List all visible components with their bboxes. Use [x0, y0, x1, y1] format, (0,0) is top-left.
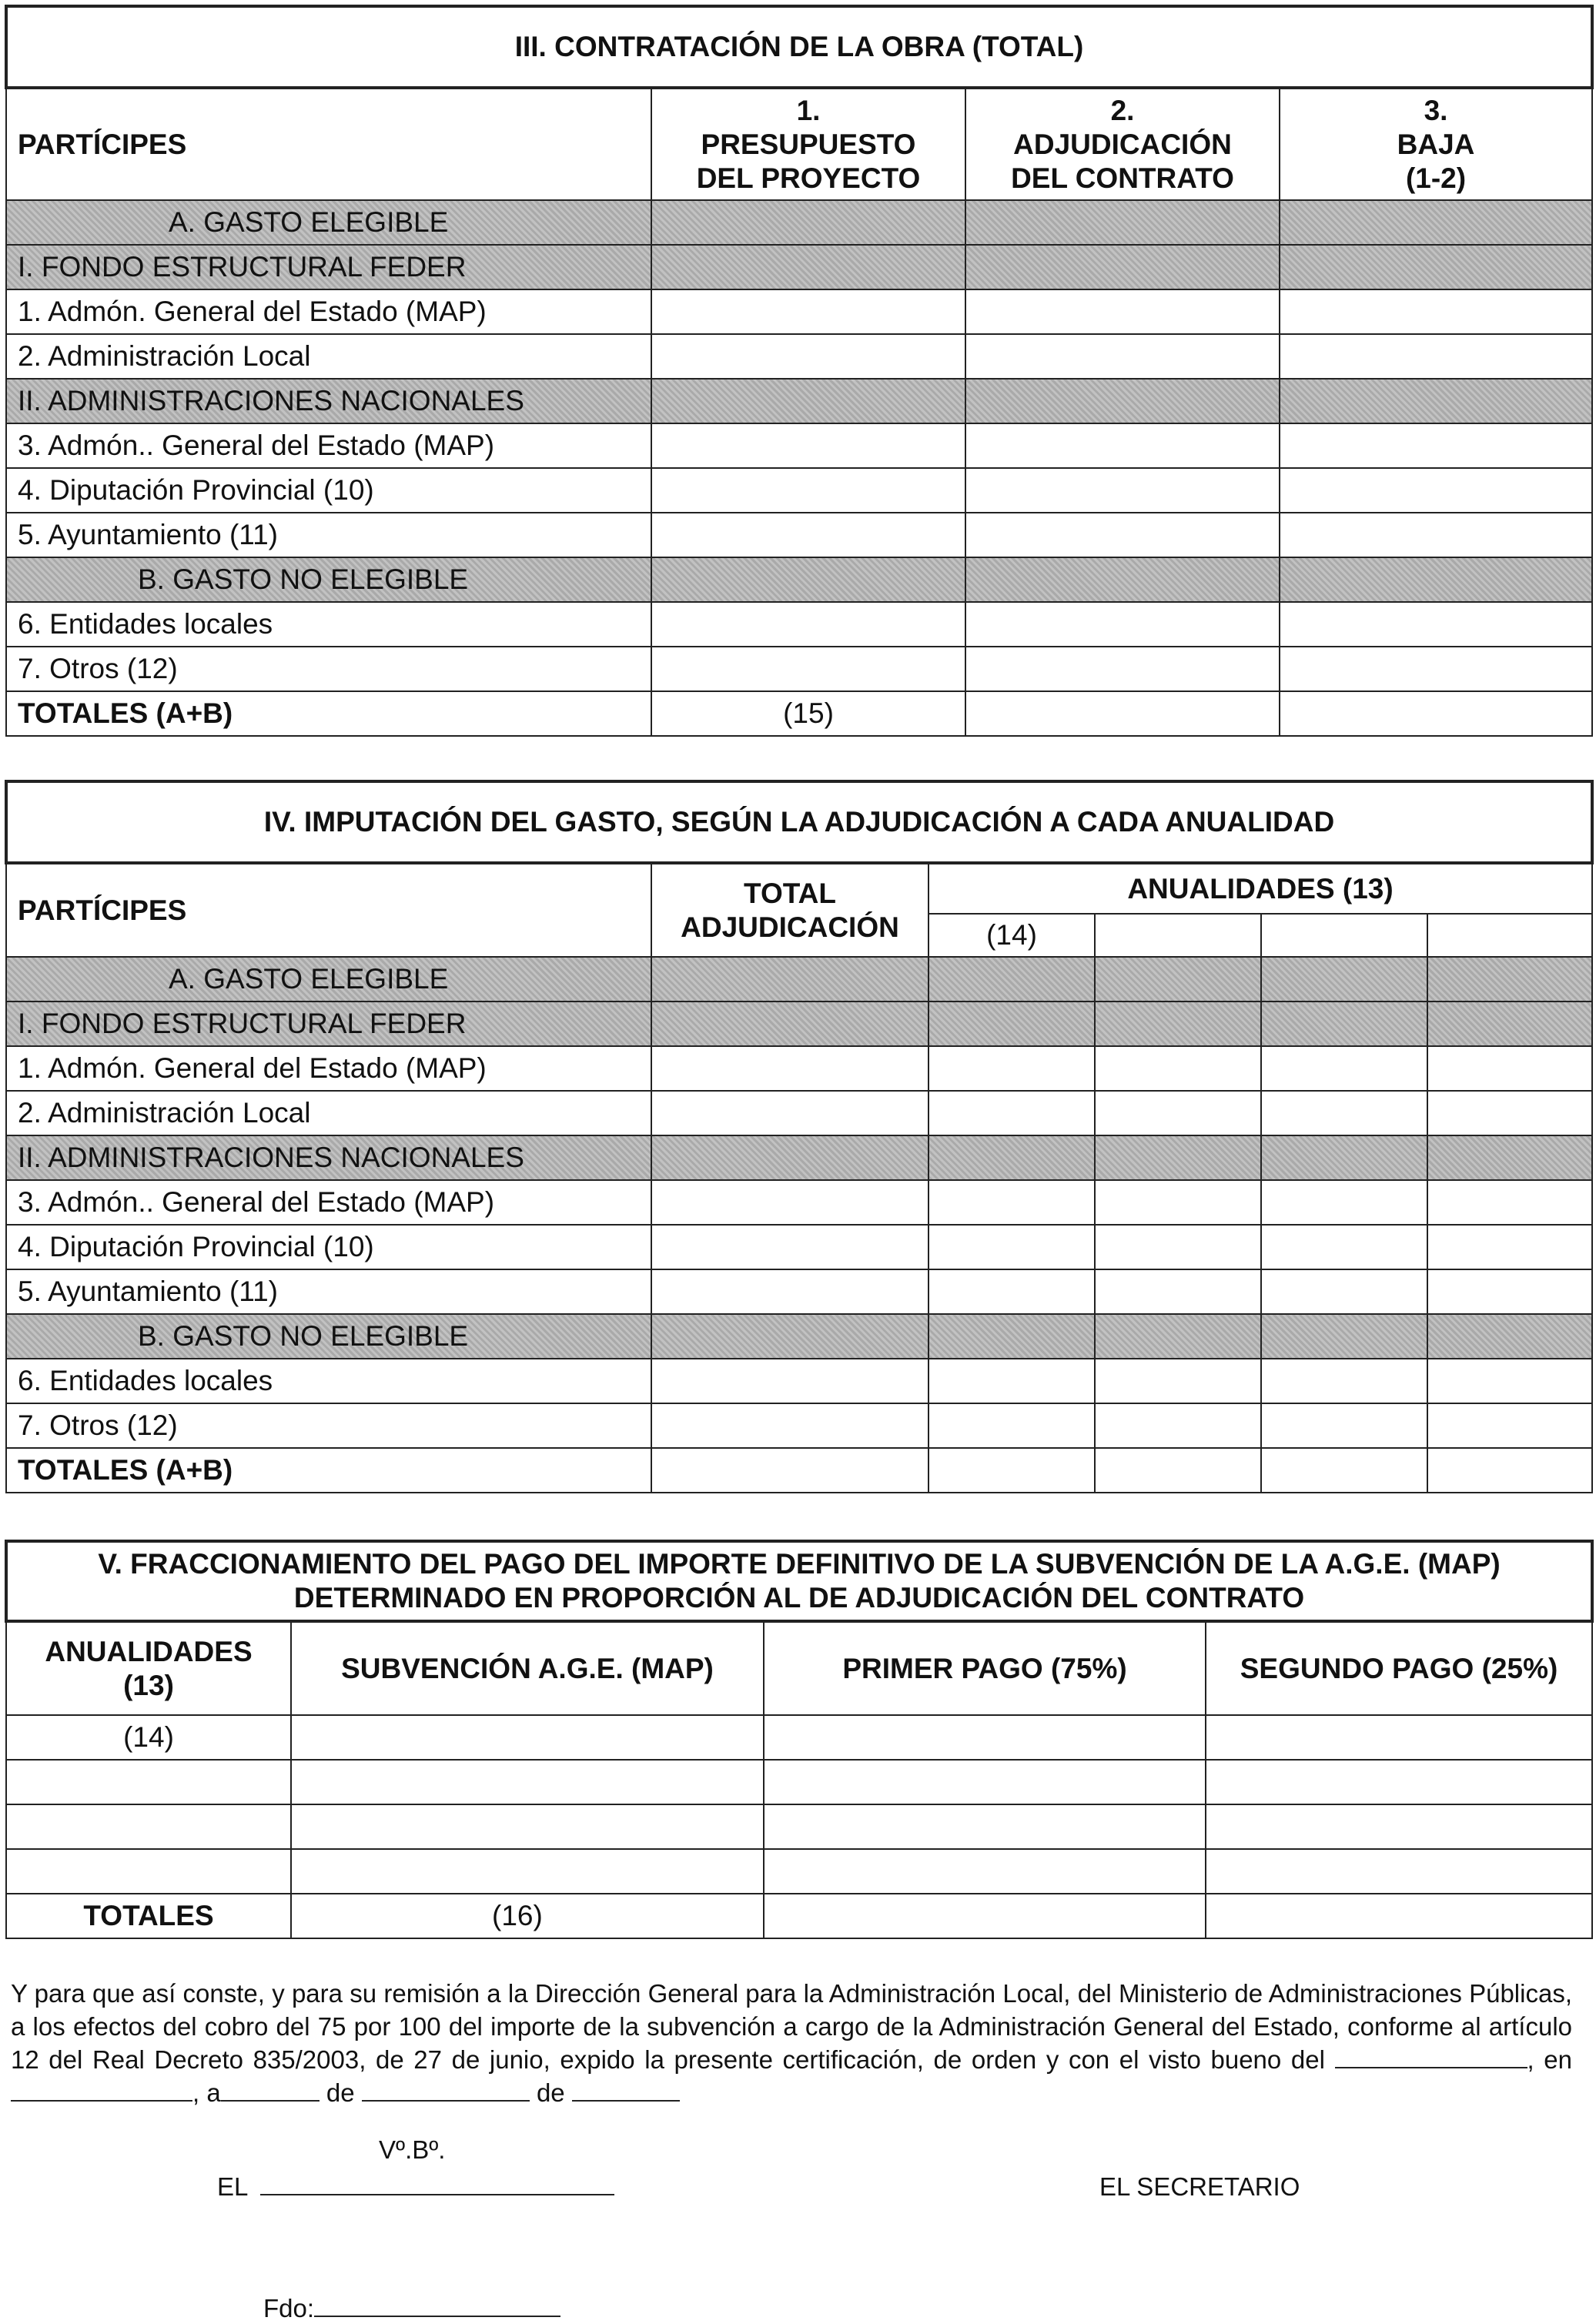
input-cell[interactable]	[928, 1180, 1095, 1225]
administraciones-nacionales-row: II. ADMINISTRACIONES NACIONALES	[6, 1135, 651, 1180]
input-cell[interactable]	[291, 1849, 764, 1894]
input-cell[interactable]	[1095, 1359, 1261, 1403]
input-cell[interactable]	[1427, 1269, 1592, 1314]
input-cell[interactable]	[1261, 1046, 1427, 1091]
year-cell[interactable]	[1427, 914, 1592, 957]
input-cell[interactable]	[651, 1180, 928, 1225]
table-row-label: 3. Admón.. General del Estado (MAP)	[6, 1180, 651, 1225]
gasto-elegible-row: A. GASTO ELEGIBLE	[6, 200, 651, 245]
input-cell[interactable]	[965, 691, 1280, 736]
first-year-cell: (14)	[6, 1715, 291, 1760]
table-row-label: 2. Administración Local	[6, 334, 651, 379]
gasto-no-elegible-row: B. GASTO NO ELEGIBLE	[6, 1314, 651, 1359]
first-year-cell: (14)	[928, 914, 1095, 957]
input-cell[interactable]	[291, 1760, 764, 1804]
input-cell[interactable]	[764, 1760, 1206, 1804]
de-label: de	[536, 2078, 565, 2107]
input-cell[interactable]	[1427, 1180, 1592, 1225]
participes-header: PARTÍCIPES	[6, 88, 651, 200]
input-cell[interactable]	[965, 468, 1280, 513]
input-cell[interactable]	[764, 1894, 1206, 1938]
totales-row-label: TOTALES (A+B)	[6, 1448, 651, 1493]
totales-note: (16)	[291, 1894, 764, 1938]
input-cell[interactable]	[651, 1403, 928, 1448]
presupuesto-header: 1. PRESUPUESTO DEL PROYECTO	[651, 88, 965, 200]
year-cell[interactable]	[6, 1849, 291, 1894]
input-cell[interactable]	[1280, 289, 1592, 334]
input-cell[interactable]	[1280, 513, 1592, 557]
input-cell[interactable]	[928, 1448, 1095, 1493]
adjudicacion-header: 2. ADJUDICACIÓN DEL CONTRATO	[965, 88, 1280, 200]
input-cell[interactable]	[1261, 1225, 1427, 1269]
input-cell[interactable]	[928, 1091, 1095, 1135]
input-cell[interactable]	[928, 1225, 1095, 1269]
table-row-label: 6. Entidades locales	[6, 1359, 651, 1403]
input-cell[interactable]	[651, 647, 965, 691]
input-cell[interactable]	[651, 423, 965, 468]
section-3-title: III. CONTRATACIÓN DE LA OBRA (TOTAL)	[6, 6, 1592, 88]
input-cell[interactable]	[1261, 1403, 1427, 1448]
el-signature-line[interactable]	[260, 2171, 614, 2195]
input-cell[interactable]	[1206, 1760, 1592, 1804]
input-cell[interactable]	[965, 334, 1280, 379]
input-cell[interactable]	[1280, 691, 1592, 736]
table-row-label: 6. Entidades locales	[6, 602, 651, 647]
day-blank[interactable]	[221, 2077, 320, 2102]
input-cell[interactable]	[651, 1091, 928, 1135]
certification-paragraph	[11, 1977, 1572, 2109]
input-cell[interactable]	[651, 1359, 928, 1403]
totales-note: (15)	[651, 691, 965, 736]
input-cell[interactable]	[651, 1225, 928, 1269]
table-row-label: 4. Diputación Provincial (10)	[6, 468, 651, 513]
input-cell[interactable]	[1280, 468, 1592, 513]
input-cell[interactable]	[965, 423, 1280, 468]
administraciones-nacionales-row: II. ADMINISTRACIONES NACIONALES	[6, 379, 651, 423]
table-row-label: 2. Administración Local	[6, 1091, 651, 1135]
input-cell[interactable]	[928, 1046, 1095, 1091]
place-blank[interactable]	[11, 2077, 192, 2102]
total-adjudicacion-header: TOTAL ADJUDICACIÓN	[651, 863, 928, 957]
certification-text: Y para que así conste, y para su remisión a la Dirección General para la Administración Local, del Ministerio de Administraciones Públicas, a los efectos del cobro del 75 por 100 del importe de la subvención a cargo de la Administración General del Estado, conforme al artículo 12 del Real Decreto 835/2003, de 27 de junio, expido la presente certificación, de orden y con el visto bueno del	[11, 1979, 1572, 2074]
input-cell[interactable]	[1280, 334, 1592, 379]
input-cell[interactable]	[1261, 1359, 1427, 1403]
table-row-label: 5. Ayuntamiento (11)	[6, 1269, 651, 1314]
fdo-signature	[263, 2292, 560, 2323]
section-4-table	[5, 780, 1594, 1493]
input-cell[interactable]	[965, 513, 1280, 557]
input-cell[interactable]	[291, 1804, 764, 1849]
input-cell[interactable]	[1427, 1091, 1592, 1135]
section-5-title: V. FRACCIONAMIENTO DEL PAGO DEL IMPORTE DEFINITIVO DE LA SUBVENCIÓN DE LA A.G.E. (MAP) DETERMINADO EN PROPORCIÓN AL DE ADJUDICACIÓN DEL CONTRATO	[6, 1541, 1592, 1621]
input-cell[interactable]	[764, 1715, 1206, 1760]
input-cell[interactable]	[928, 1359, 1095, 1403]
table-row-label: 7. Otros (12)	[6, 1403, 651, 1448]
input-cell[interactable]	[1095, 1269, 1261, 1314]
input-cell[interactable]	[928, 1403, 1095, 1448]
input-cell[interactable]	[291, 1715, 764, 1760]
input-cell[interactable]	[651, 602, 965, 647]
input-cell[interactable]	[764, 1849, 1206, 1894]
input-cell[interactable]	[1095, 1091, 1261, 1135]
totales-row-label: TOTALES (A+B)	[6, 691, 651, 736]
input-cell[interactable]	[965, 602, 1280, 647]
input-cell[interactable]	[1427, 1225, 1592, 1269]
anualidades-header: ANUALIDADES (13)	[6, 1621, 291, 1715]
year-cell[interactable]	[6, 1804, 291, 1849]
input-cell[interactable]	[1095, 1403, 1261, 1448]
secretario-label: EL SECRETARIO	[1099, 2172, 1300, 2201]
input-cell[interactable]	[651, 334, 965, 379]
input-cell[interactable]	[1427, 1359, 1592, 1403]
input-cell[interactable]	[1095, 1046, 1261, 1091]
input-cell[interactable]	[1427, 1448, 1592, 1493]
gasto-no-elegible-row: B. GASTO NO ELEGIBLE	[6, 557, 651, 602]
input-cell[interactable]	[1280, 647, 1592, 691]
input-cell[interactable]	[1206, 1849, 1592, 1894]
input-cell[interactable]	[965, 647, 1280, 691]
input-cell[interactable]	[651, 289, 965, 334]
input-cell[interactable]	[1427, 1403, 1592, 1448]
anualidades-header: ANUALIDADES (13)	[928, 863, 1592, 914]
el-signature	[217, 2171, 614, 2202]
fondo-feder-row: I. FONDO ESTRUCTURAL FEDER	[6, 1001, 651, 1046]
input-cell[interactable]	[1206, 1804, 1592, 1849]
fdo-label: Fdo:	[263, 2294, 315, 2322]
totales-row-label: TOTALES	[6, 1894, 291, 1938]
input-cell[interactable]	[965, 289, 1280, 334]
input-cell[interactable]	[651, 468, 965, 513]
en-label: , en	[1527, 2045, 1572, 2074]
segundo-pago-header: SEGUNDO PAGO (25%)	[1206, 1621, 1592, 1715]
gasto-elegible-row: A. GASTO ELEGIBLE	[6, 957, 651, 1001]
visto-bueno-label: Vº.Bº.	[379, 2135, 446, 2164]
input-cell[interactable]	[1095, 1225, 1261, 1269]
input-cell[interactable]	[1280, 602, 1592, 647]
input-cell[interactable]	[764, 1804, 1206, 1849]
a-label: , a	[192, 2078, 221, 2107]
table-row-label: 5. Ayuntamiento (11)	[6, 513, 651, 557]
input-cell[interactable]	[1095, 1448, 1261, 1493]
input-cell[interactable]	[1095, 1180, 1261, 1225]
subvencion-header: SUBVENCIÓN A.G.E. (MAP)	[291, 1621, 764, 1715]
participes-header: PARTÍCIPES	[6, 863, 651, 957]
visto-bueno-blank[interactable]	[1335, 2044, 1527, 2068]
input-cell[interactable]	[651, 1448, 928, 1493]
year-cell[interactable]	[1095, 914, 1261, 957]
el-label: EL	[217, 2172, 248, 2201]
table-row-label: 7. Otros (12)	[6, 647, 651, 691]
input-cell[interactable]	[651, 1046, 928, 1091]
fdo-line[interactable]	[314, 2292, 560, 2317]
year-blank[interactable]	[572, 2077, 680, 2102]
input-cell[interactable]	[1261, 1269, 1427, 1314]
input-cell[interactable]	[928, 1269, 1095, 1314]
input-cell[interactable]	[1261, 1091, 1427, 1135]
year-cell[interactable]	[1261, 914, 1427, 957]
table-row-label: 4. Diputación Provincial (10)	[6, 1225, 651, 1269]
input-cell[interactable]	[651, 513, 965, 557]
de-label: de	[326, 2078, 355, 2107]
table-row-label: 3. Admón.. General del Estado (MAP)	[6, 423, 651, 468]
table-row-label: 1. Admón. General del Estado (MAP)	[6, 1046, 651, 1091]
table-row-label: 1. Admón. General del Estado (MAP)	[6, 289, 651, 334]
input-cell[interactable]	[1206, 1894, 1592, 1938]
input-cell[interactable]	[1261, 1180, 1427, 1225]
fondo-feder-row: I. FONDO ESTRUCTURAL FEDER	[6, 245, 651, 289]
input-cell[interactable]	[651, 1269, 928, 1314]
year-cell[interactable]	[6, 1760, 291, 1804]
input-cell[interactable]	[1206, 1715, 1592, 1760]
section-5-table	[5, 1540, 1594, 1939]
input-cell[interactable]	[1280, 423, 1592, 468]
input-cell[interactable]	[1261, 1448, 1427, 1493]
section-4-title: IV. IMPUTACIÓN DEL GASTO, SEGÚN LA ADJUDICACIÓN A CADA ANUALIDAD	[6, 781, 1592, 863]
input-cell[interactable]	[1427, 1046, 1592, 1091]
month-blank[interactable]	[362, 2077, 530, 2102]
primer-pago-header: PRIMER PAGO (75%)	[764, 1621, 1206, 1715]
baja-header: 3. BAJA (1-2)	[1280, 88, 1592, 200]
section-3-table	[5, 5, 1594, 737]
